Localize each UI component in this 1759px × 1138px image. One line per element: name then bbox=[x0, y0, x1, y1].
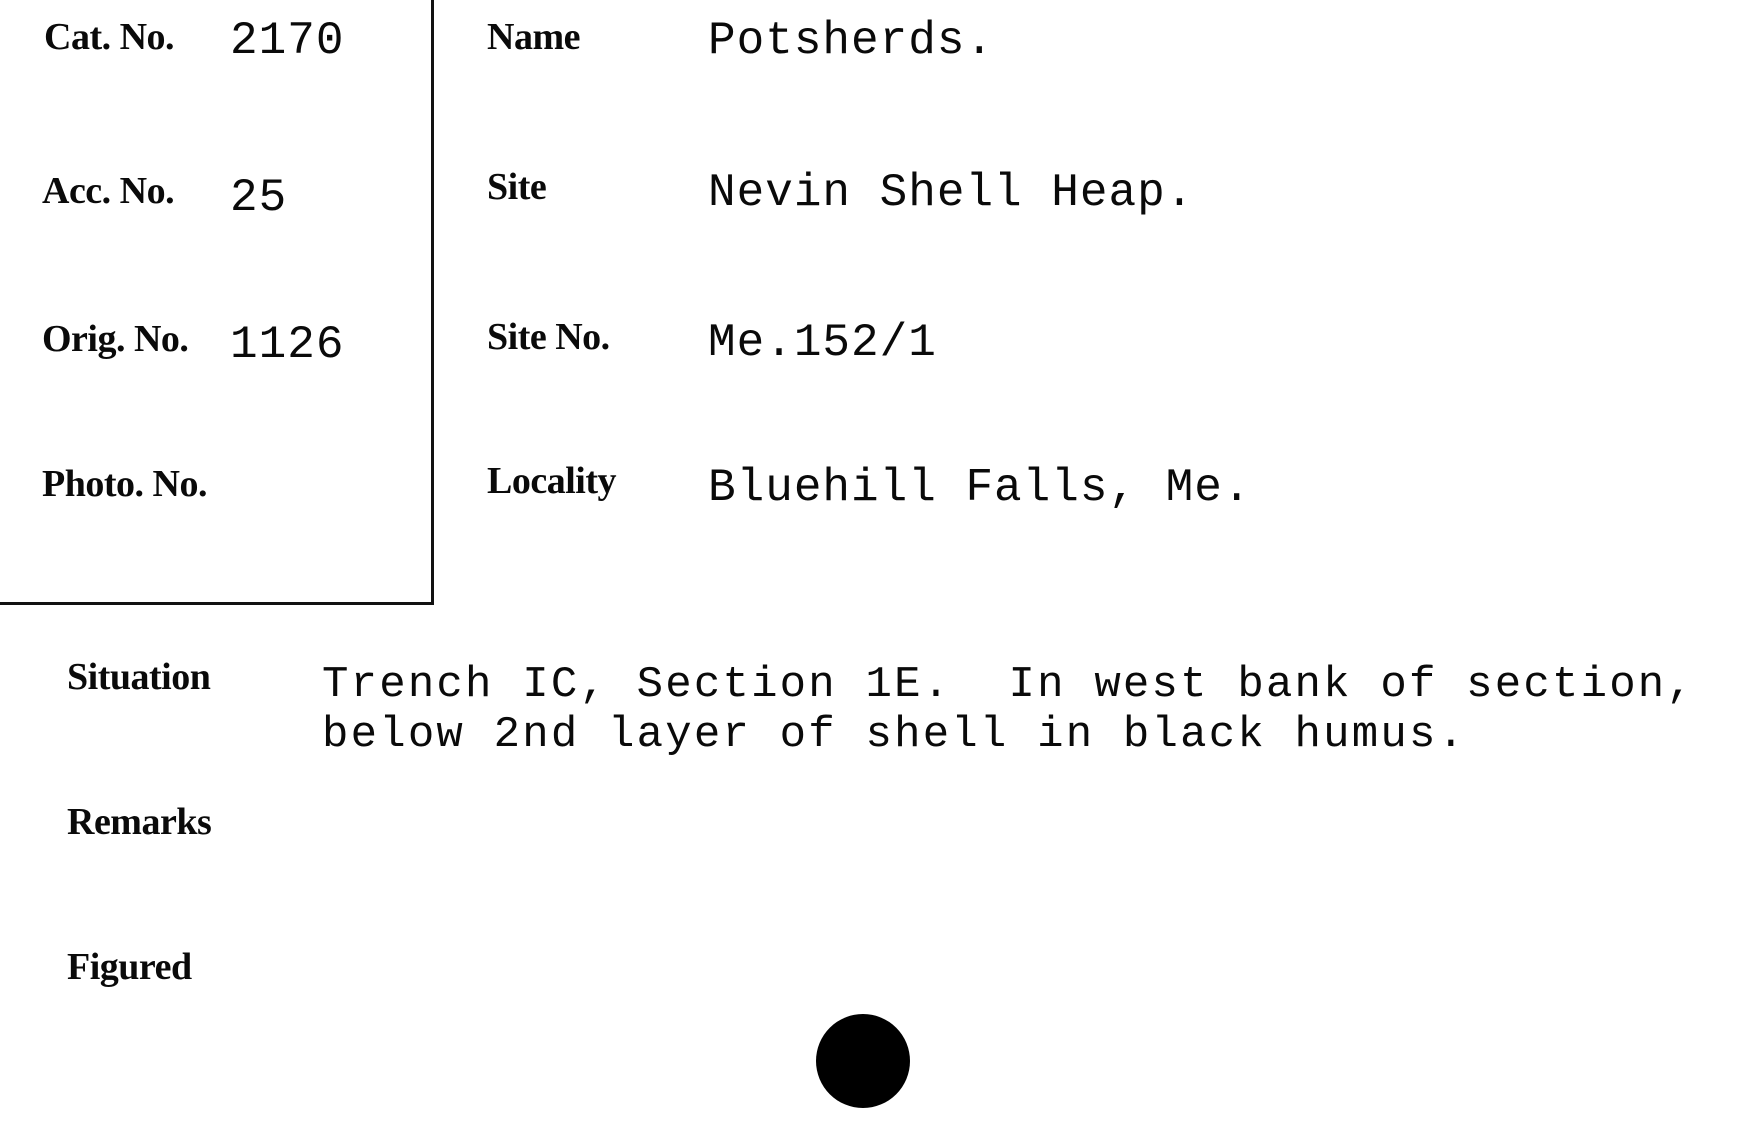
cat-no-value: 2170 bbox=[230, 15, 345, 67]
locality-label: Locality bbox=[487, 460, 616, 502]
situation-value bbox=[322, 660, 1695, 760]
orig-no-value: 1126 bbox=[230, 319, 345, 371]
acc-no-value: 25 bbox=[230, 172, 288, 224]
situation-line-1: Trench IC, Section 1E. In west bank of section, bbox=[322, 660, 1696, 710]
site-no-label: Site No. bbox=[487, 316, 610, 358]
situation-line-2: below 2nd layer of shell in black humus. bbox=[322, 710, 1467, 760]
name-value: Potsherds. bbox=[708, 15, 995, 67]
photo-no-label: Photo. No. bbox=[42, 463, 207, 505]
name-label: Name bbox=[487, 16, 580, 58]
situation-label: Situation bbox=[67, 656, 211, 698]
punch-hole bbox=[816, 1014, 910, 1108]
cat-no-label: Cat. No. bbox=[44, 16, 175, 58]
number-box bbox=[0, 0, 434, 605]
orig-no-label: Orig. No. bbox=[42, 318, 189, 360]
site-value: Nevin Shell Heap. bbox=[708, 167, 1195, 219]
locality-value: Bluehill Falls, Me. bbox=[708, 462, 1252, 514]
figured-label: Figured bbox=[67, 946, 192, 988]
acc-no-label: Acc. No. bbox=[42, 170, 175, 212]
remarks-label: Remarks bbox=[67, 801, 212, 843]
site-no-value: Me.152/1 bbox=[708, 317, 937, 369]
site-label: Site bbox=[487, 166, 547, 208]
